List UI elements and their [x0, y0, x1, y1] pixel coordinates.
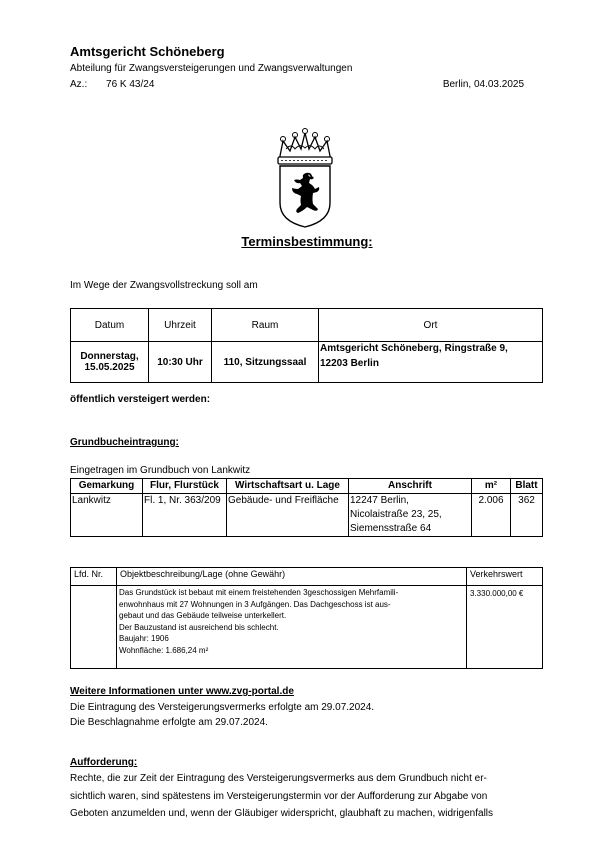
column-header: Anschrift — [349, 479, 472, 494]
table-row — [71, 586, 543, 669]
berlin-coat-of-arms-icon — [273, 127, 337, 231]
flur-cell: Fl. 1, Nr. 363/209 — [143, 494, 227, 537]
appointment-location: Amtsgericht Schöneberg, Ringstraße 9, 12203 Berlin — [319, 342, 543, 383]
address-cell: 12247 Berlin, Nicolaistraße 23, 25, Siemensstraße 64 — [349, 494, 472, 537]
table-row — [71, 342, 543, 383]
case-number-value: 76 K 43/24 — [106, 79, 155, 90]
column-header: Raum — [212, 309, 319, 342]
appointment-time: 10:30 Uhr — [149, 342, 212, 383]
intro-text: Im Wege der Zwangsvollstreckung soll am — [70, 280, 258, 291]
column-header: Flur, Flurstück — [143, 479, 227, 494]
department: Abteilung für Zwangsversteigerungen und Zwangsverwaltungen — [70, 63, 353, 74]
column-header: Uhrzeit — [149, 309, 212, 342]
appointment-table — [70, 308, 543, 383]
note-registration: Die Eintragung des Versteigerungsvermerks erfolgte am 29.07.2024. — [70, 702, 375, 713]
column-header: Blatt — [511, 479, 543, 494]
land-register-table — [70, 478, 543, 537]
case-number-label: Az.: — [70, 79, 88, 90]
aufforderung-heading: Aufforderung: — [70, 757, 138, 768]
appointment-date: Donnerstag, 15.05.2025 — [71, 342, 149, 383]
note-seizure: Die Beschlagnahme erfolgte am 29.07.2024. — [70, 717, 268, 728]
wirtschaftsart-cell: Gebäude- und Freifläche — [227, 494, 349, 537]
column-header: m² — [472, 479, 511, 494]
column-header: Verkehrswert — [467, 568, 543, 586]
column-header: Lfd. Nr. — [71, 568, 117, 586]
blatt-cell: 362 — [511, 494, 543, 537]
column-header: Wirtschaftsart u. Lage — [227, 479, 349, 494]
case-number — [70, 79, 154, 90]
document-title: Terminsbestimmung: — [241, 234, 373, 249]
table-header-row — [71, 479, 543, 494]
appointment-room: 110, Sitzungssaal — [212, 342, 319, 383]
gemarkung-cell: Lankwitz — [71, 494, 143, 537]
table-header-row — [71, 568, 543, 586]
object-table — [70, 567, 543, 669]
table-header-row — [71, 309, 543, 342]
area-cell: 2.006 — [472, 494, 511, 537]
column-header: Gemarkung — [71, 479, 143, 494]
auction-statement: öffentlich versteigert werden: — [70, 394, 211, 405]
more-info-link[interactable]: Weitere Informationen unter www.zvg-portal.de — [70, 686, 294, 697]
lfd-nr-cell — [71, 586, 117, 669]
column-header: Datum — [71, 309, 149, 342]
court-name: Amtsgericht Schöneberg — [70, 44, 225, 59]
table-row — [71, 494, 543, 537]
column-header: Ort — [319, 309, 543, 342]
grundbuch-heading: Grundbucheintragung: — [70, 437, 179, 448]
place-date: Berlin, 04.03.2025 — [442, 79, 524, 90]
object-description: Das Grundstück ist bebaut mit einem freistehenden 3geschossigen Mehrfamili- enwohnhaus mit 27 Wohnungen in 3 Aufgängen. Das Dachgeschoss ist aus- gebaut und das Gebäude teilweise unterkellert. Der Bauzustand ist ausreichend bis schlecht. Baujahr: 1906 Wohnfläche: 1.686,24 m² — [117, 586, 467, 669]
column-header: Objektbeschreibung/Lage (ohne Gewähr) — [117, 568, 467, 586]
grundbuch-entered: Eingetragen im Grundbuch von Lankwitz — [70, 465, 251, 476]
market-value: 3.330.000,00 € — [467, 586, 543, 669]
aufforderung-text: Rechte, die zur Zeit der Eintragung des Versteigerungsvermerks aus dem Grundbuch nicht er- sichtlich waren, sind spätestens im Versteigerungstermin vor der Aufforderung zur Abgabe von Geboten anzumelden und, wenn der Gläubiger widerspricht, glaubhaft zu machen, widrigenfalls — [70, 773, 494, 819]
